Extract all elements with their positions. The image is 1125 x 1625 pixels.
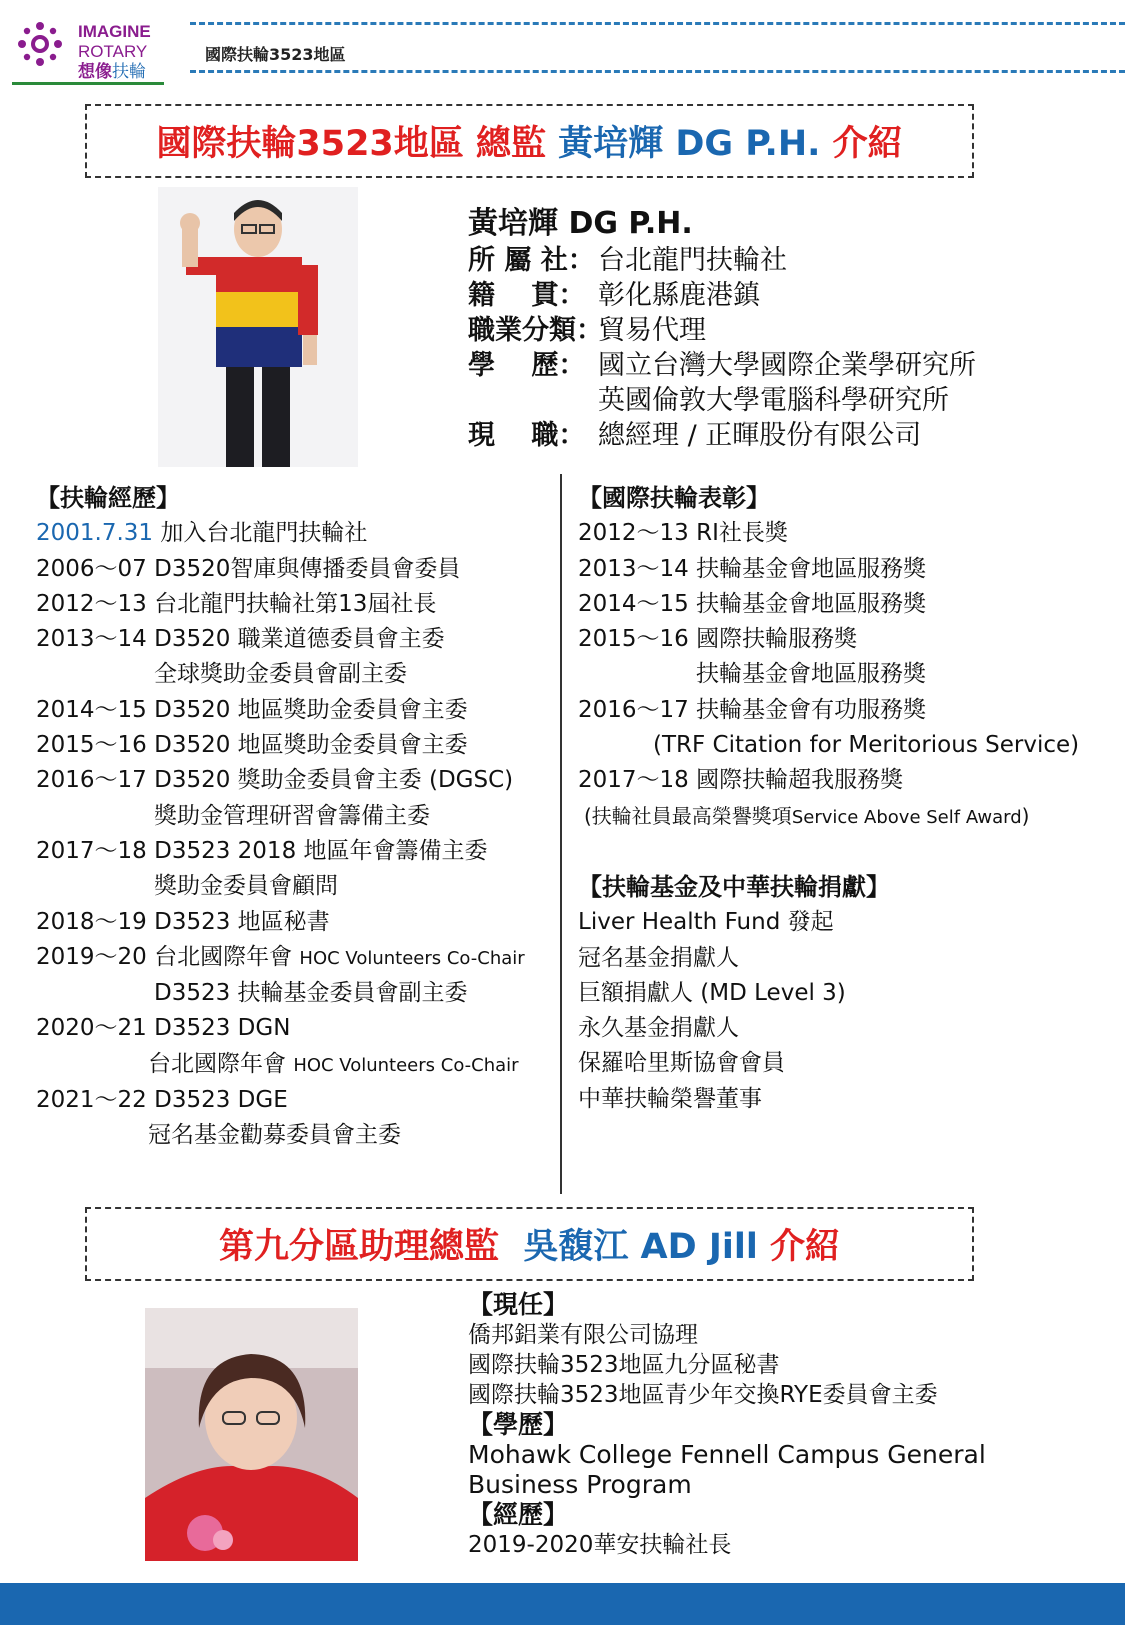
award-item: 2017～18 國際扶輪超我服務獎 <box>578 767 904 794</box>
history-item: 2013～14 D3520 職業道德委員會主委 <box>36 626 445 653</box>
ad-title-red-2: 介紹 <box>770 1227 841 1267</box>
profile-row-occupation <box>468 313 976 348</box>
award-item <box>578 799 1079 835</box>
ad-current-item: 僑邦鋁業有限公司協理 <box>468 1322 698 1348</box>
profile-label: 現 職： <box>468 420 586 451</box>
donation-item: 冠名基金捐獻人 <box>578 944 739 971</box>
ad-profile <box>468 1290 986 1560</box>
logo-line-3b: 扶輪 <box>112 62 146 81</box>
ad-current-item: 國際扶輪3523地區九分區秘書 <box>468 1352 780 1378</box>
history-text-small: HOC Volunteers Co-Chair <box>299 947 525 969</box>
column-divider <box>560 474 562 1194</box>
ad-title-blue: 吳馥江 AD Jill <box>523 1227 758 1267</box>
award-item: 2016～17 扶輪基金會有功服務獎 <box>578 696 927 723</box>
profile-row-position <box>468 418 976 453</box>
history-item: 2017～18 D3523 2018 地區年會籌備主委 <box>36 837 488 864</box>
history-item: 冠名基金勸募委員會主委 <box>148 1122 401 1149</box>
ad-portrait-photo <box>145 1308 358 1561</box>
history-item: 2012～13 台北龍門扶輪社第13屆社長 <box>36 590 437 617</box>
district-title: 國際扶輪3523地區 <box>205 45 346 64</box>
ad-portrait-illustration <box>145 1308 358 1561</box>
ad-edu-item: Mohawk College Fennell Campus General <box>468 1440 986 1469</box>
awards-heading: 【國際扶輪表彰】 <box>578 484 770 512</box>
history-item: 全球獎助金委員會副主委 <box>154 661 407 688</box>
history-item <box>36 516 525 551</box>
logo-line-3a: 想像 <box>78 62 112 81</box>
profile-value: 貿易代理 <box>598 315 706 346</box>
profile-value: 彰化縣鹿港鎮 <box>598 280 760 311</box>
profile-row-origin <box>468 278 976 313</box>
ad-edu-heading: 【學歷】 <box>468 1410 569 1439</box>
donation-item: 巨額捐獻人 (MD Level 3) <box>578 979 846 1006</box>
history-item: 2018～19 D3523 地區秘書 <box>36 908 330 935</box>
logo-line-3 <box>78 62 151 82</box>
header-dashed-line-top <box>190 22 1125 25</box>
ad-current-heading: 【現任】 <box>468 1290 569 1319</box>
logo-underline <box>12 82 164 85</box>
donations-heading: 【扶輪基金及中華扶輪捐獻】 <box>578 872 890 901</box>
history-item: 2006～07 D3520智庫與傳播委員會委員 <box>36 555 461 582</box>
award-item: 扶輪基金會地區服務獎 <box>696 661 926 688</box>
history-item: D3523 扶輪基金委員會副主委 <box>154 980 468 1007</box>
profile-label: 學 歷： <box>468 350 586 381</box>
dg-portrait-illustration <box>158 187 358 467</box>
history-text: 加入台北龍門扶輪社 <box>153 520 368 547</box>
dg-profile <box>468 205 976 453</box>
history-item: 2021～22 D3523 DGE <box>36 1087 288 1114</box>
donation-item: Liver Health Fund 發起 <box>578 909 834 936</box>
profile-row-education-2 <box>468 383 976 418</box>
history-item: 2015～16 D3520 地區獎助金委員會主委 <box>36 732 468 759</box>
award-item: (TRF Citation for Meritorious Service) <box>653 732 1080 759</box>
imagine-rotary-logo <box>78 22 151 82</box>
history-item: 獎助金管理研習會籌備主委 <box>154 802 430 829</box>
dg-portrait-photo <box>158 187 358 467</box>
donation-item: 永久基金捐獻人 <box>578 1015 739 1042</box>
history-item: 2020～21 D3523 DGN <box>36 1015 291 1042</box>
history-text: 台北國際年會 <box>148 1050 294 1077</box>
award-item: 2015～16 國際扶輪服務獎 <box>578 626 858 653</box>
award-text: (扶輪社員最高榮譽獎項 <box>584 803 792 828</box>
history-item: 2014～15 D3520 地區獎助金委員會主委 <box>36 696 468 723</box>
profile-value: 英國倫敦大學電腦科學研究所 <box>598 385 949 416</box>
rotary-history-section <box>36 481 525 1154</box>
history-text-small: HOC Volunteers Co-Chair <box>293 1054 519 1076</box>
ad-exp-heading: 【經歷】 <box>468 1500 569 1529</box>
header-dashed-line-bottom <box>190 70 1125 73</box>
history-item: 獎助金委員會顧問 <box>154 873 338 900</box>
history-item <box>36 1047 525 1083</box>
history-item: 2016～17 D3520 獎助金委員會主委 (DGSC) <box>36 767 514 794</box>
award-text-small: Service Above Self Award <box>791 806 1022 828</box>
dg-title-blue: 黃培輝 DG P.H. <box>558 124 821 164</box>
profile-value: 國立台灣大學國際企業學研究所 <box>598 350 976 381</box>
award-text-end: ) <box>1021 803 1030 828</box>
ad-exp-item: 2019-2020華安扶輪社長 <box>468 1532 732 1558</box>
ad-edu-item: Business Program <box>468 1470 692 1499</box>
award-item: 2014～15 扶輪基金會地區服務獎 <box>578 590 927 617</box>
profile-label: 職業分類： <box>468 315 603 346</box>
profile-label: 籍 貫： <box>468 280 586 311</box>
dg-title-red-2: 介紹 <box>832 124 903 164</box>
history-item <box>36 940 525 976</box>
profile-value: 總經理 / 正暉股份有限公司 <box>598 420 922 451</box>
ad-title-box <box>85 1207 974 1281</box>
logo-line-2: ROTARY <box>78 42 148 61</box>
awards-section <box>578 481 1079 1117</box>
profile-value: 台北龍門扶輪社 <box>598 245 787 276</box>
history-text: 2019～20 台北國際年會 <box>36 943 300 970</box>
logo-line-1: IMAGINE <box>78 22 151 41</box>
dg-title-box <box>85 104 974 178</box>
footer-bar <box>0 1583 1125 1625</box>
profile-label: 所 屬 社： <box>468 245 595 276</box>
profile-row-education <box>468 348 976 383</box>
history-date: 2001.7.31 <box>36 520 154 547</box>
donation-item: 保羅哈里斯協會會員 <box>578 1050 785 1077</box>
ad-title-red: 第九分區助理總監 <box>218 1227 499 1267</box>
donation-item: 中華扶輪榮譽董事 <box>578 1085 762 1112</box>
rotary-wheel-logo-icon <box>14 18 66 70</box>
ad-current-item: 國際扶輪3523地區青少年交換RYE委員會主委 <box>468 1382 938 1408</box>
dg-name: 黃培輝 DG P.H. <box>468 206 693 241</box>
profile-row-club <box>468 243 976 278</box>
award-item: 2013～14 扶輪基金會地區服務獎 <box>578 555 927 582</box>
dg-title-red: 國際扶輪3523地區 總監 <box>156 124 546 164</box>
profile-label <box>468 383 598 418</box>
spacer <box>578 835 1079 870</box>
award-item: 2012～13 RI社長獎 <box>578 520 788 547</box>
rotary-history-heading: 【扶輪經歷】 <box>36 484 180 512</box>
